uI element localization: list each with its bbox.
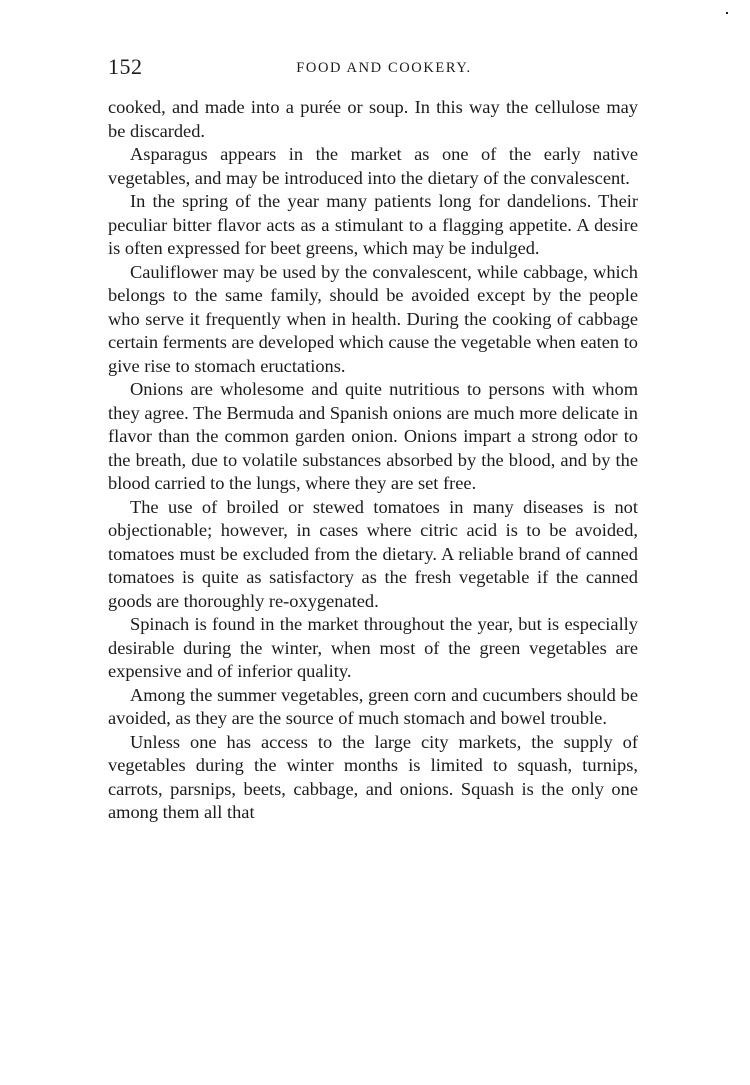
paragraph-onions: Onions are wholesome and quite nutritious to persons with whom they agree. The Bermuda and Spanish onions are much more delicate in flavor than the common garden onion. Onions impart a strong odor to the breath, due to volatile substances absorbed by the blood, and by the blood carried to the lungs, where they are set free. [108,379,638,493]
paragraph-tomatoes: The use of broiled or stewed tomatoes in many diseases is not objectionable; however, in cases where citric acid is to be avoided, tomatoes must be excluded from the dietary. A reliable brand of canned tomatoes is quite as satisfactory as the fresh vegetable if the canned goods are thoroughly re-oxygenated. [108,496,638,611]
paragraph-asparagus: Asparagus appears in the market as one of the early native vegetables, and may be introduced into the dietary of the convalescent. [108,144,638,188]
paragraph-winter-supply: Unless one has access to the large city markets, the supply of vegetables during the winter months is limited to squash, turnips, carrots, parsnips, beets, cabbage, and onions. Squash is the only one among them all that [108,731,638,822]
paragraph-cauliflower: Cauliflower may be used by the convalescent, while cabbage, which belongs to the same family, should be avoided except by the people who serve it frequently when in health. During the cooking of cabbage certain ferments are developed which cause the vegetable when eaten to give rise to stomach eructations. [108,261,639,376]
paragraph-dandelions: In the spring of the year many patients long for dandelions. Their peculiar bitter flavor acts as a stimulant to a flagging appetite. A desire is often expressed for beet greens, which may be indulged. [108,191,638,258]
book-page [108,52,638,825]
body-text [108,96,638,825]
margin-mark [726,12,728,14]
page-header [108,52,638,96]
paragraph-spinach: Spinach is found in the market throughout the year, but is especially desirable during the winter, when most of the green vegetables are expensive and of inferior quality. [108,614,638,681]
running-head: FOOD AND COOKERY. [296,60,472,76]
paragraph-summer-vegetables: Among the summer vegetables, green corn and cucumbers should be avoided, as they are the source of much stomach and bowel trouble. [108,684,638,728]
page-number: 152 [108,54,143,79]
paragraph-continued: cooked, and made into a purée or soup. In this way the cellulose may be discarded. [108,97,638,141]
